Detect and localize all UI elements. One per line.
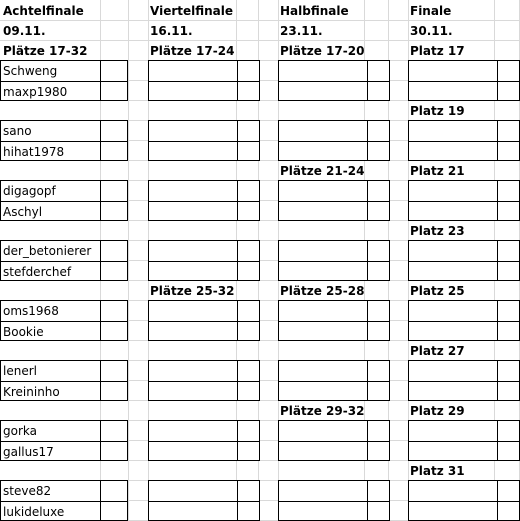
match-box-qf-8[interactable]	[148, 480, 260, 521]
score-cell[interactable]	[497, 361, 519, 381]
match-box-sf-3[interactable]	[278, 180, 390, 221]
player-name-cell[interactable]	[409, 322, 497, 341]
header-viertelfinale: Viertelfinale	[150, 4, 234, 18]
header-halbfinale: Halbfinale	[280, 4, 349, 18]
score-cell[interactable]	[100, 142, 127, 161]
score-cell[interactable]	[367, 202, 389, 221]
player-name-cell[interactable]: gallus17	[3, 445, 54, 459]
player-name-cell[interactable]	[149, 361, 237, 381]
player-name-cell[interactable]	[149, 121, 237, 141]
score-cell[interactable]	[100, 322, 127, 341]
score-cell[interactable]	[497, 382, 519, 401]
player-name-cell[interactable]: oms1968	[3, 304, 59, 318]
match-box-sf-5[interactable]	[278, 300, 390, 341]
score-cell[interactable]	[237, 382, 259, 401]
score-cell[interactable]	[237, 181, 259, 201]
match-box-sf-4[interactable]	[278, 240, 390, 281]
score-cell[interactable]	[497, 61, 519, 81]
score-cell[interactable]	[237, 442, 259, 461]
player-name-cell[interactable]	[149, 202, 237, 221]
score-cell[interactable]	[367, 121, 389, 141]
player-name-cell[interactable]	[409, 262, 497, 281]
match-box-sf-6[interactable]	[278, 360, 390, 401]
score-cell[interactable]	[100, 442, 127, 461]
score-cell[interactable]	[100, 481, 127, 501]
player-name-cell[interactable]: maxp1980	[3, 85, 68, 99]
player-name-cell[interactable]	[279, 202, 367, 221]
score-cell[interactable]	[100, 361, 127, 381]
score-cell[interactable]	[237, 262, 259, 281]
match-box-final-7[interactable]	[408, 420, 520, 461]
player-name-cell[interactable]	[149, 61, 237, 81]
player-name-cell[interactable]: steve82	[3, 484, 52, 498]
header-achtelfinale: Achtelfinale	[3, 4, 84, 18]
range-label-qf-17-24: Plätze 17-24	[150, 44, 235, 58]
match-box-final-3[interactable]	[408, 180, 520, 221]
player-name-cell[interactable]: hihat1978	[3, 145, 65, 159]
match-box-sf-8[interactable]	[278, 480, 390, 521]
player-name-cell[interactable]: Bookie	[3, 325, 44, 339]
score-cell[interactable]	[237, 202, 259, 221]
player-name-cell[interactable]: stefderchef	[3, 265, 72, 279]
score-cell[interactable]	[100, 61, 127, 81]
player-name-cell[interactable]	[409, 82, 497, 101]
score-cell[interactable]	[367, 241, 389, 261]
score-cell[interactable]	[100, 202, 127, 221]
score-cell[interactable]	[237, 322, 259, 341]
player-name-cell[interactable]	[149, 241, 237, 261]
player-name-cell[interactable]	[149, 262, 237, 281]
match-box-final-6[interactable]	[408, 360, 520, 401]
match-box-r16-3[interactable]	[0, 180, 128, 221]
range-label-platz-29: Platz 29	[410, 404, 465, 418]
player-name-cell[interactable]	[409, 361, 497, 381]
range-label-platz-31: Platz 31	[410, 464, 465, 478]
player-name-cell[interactable]: gorka	[3, 424, 37, 438]
player-name-cell[interactable]	[149, 481, 237, 501]
score-cell[interactable]	[100, 421, 127, 441]
match-box-qf-2[interactable]	[148, 120, 260, 161]
score-cell[interactable]	[367, 82, 389, 101]
player-name-cell[interactable]	[149, 82, 237, 101]
player-name-cell[interactable]: lukideluxe	[3, 505, 65, 519]
match-box-final-4[interactable]	[408, 240, 520, 281]
score-cell[interactable]	[367, 361, 389, 381]
score-cell[interactable]	[237, 502, 259, 521]
player-name-cell[interactable]	[149, 181, 237, 201]
range-label-platz-21: Platz 21	[410, 164, 465, 178]
score-cell[interactable]	[367, 502, 389, 521]
score-cell[interactable]	[367, 421, 389, 441]
score-cell[interactable]	[367, 142, 389, 161]
date-halbfinale: 23.11.	[280, 24, 323, 38]
player-name-cell[interactable]	[409, 61, 497, 81]
score-cell[interactable]	[497, 502, 519, 521]
score-cell[interactable]	[367, 481, 389, 501]
match-box-sf-7[interactable]	[278, 420, 390, 461]
score-cell[interactable]	[367, 382, 389, 401]
score-cell[interactable]	[100, 382, 127, 401]
player-name-cell[interactable]	[409, 121, 497, 141]
score-cell[interactable]	[100, 262, 127, 281]
date-achtelfinale: 09.11.	[3, 24, 46, 38]
score-cell[interactable]	[497, 442, 519, 461]
match-box-r16-6[interactable]	[0, 360, 128, 401]
match-box-final-1[interactable]	[408, 60, 520, 101]
match-box-r16-5[interactable]	[0, 300, 128, 341]
score-cell[interactable]	[497, 241, 519, 261]
match-box-qf-4[interactable]	[148, 240, 260, 281]
score-cell[interactable]	[367, 262, 389, 281]
player-name-cell[interactable]: Kreininho	[3, 385, 60, 399]
player-name-cell[interactable]	[279, 82, 367, 101]
match-box-r16-4[interactable]	[0, 240, 128, 281]
range-label-sf-21-24: Plätze 21-24	[280, 164, 365, 178]
player-name-cell[interactable]: sano	[3, 124, 32, 138]
score-cell[interactable]	[497, 142, 519, 161]
player-name-cell[interactable]	[279, 481, 367, 501]
player-name-cell[interactable]	[279, 181, 367, 201]
player-name-cell[interactable]	[149, 142, 237, 161]
match-box-qf-5[interactable]	[148, 300, 260, 341]
range-label-r16: Plätze 17-32	[3, 44, 88, 58]
player-name-cell[interactable]	[149, 382, 237, 401]
player-name-cell[interactable]	[149, 322, 237, 341]
score-cell[interactable]	[367, 181, 389, 201]
player-name-cell[interactable]	[409, 241, 497, 261]
player-name-cell[interactable]	[409, 481, 497, 501]
player-name-cell[interactable]	[409, 142, 497, 161]
range-label-platz-19: Platz 19	[410, 104, 465, 118]
score-cell[interactable]	[367, 322, 389, 341]
range-label-qf-25-32: Plätze 25-32	[150, 284, 235, 298]
score-cell[interactable]	[367, 301, 389, 321]
score-cell[interactable]	[100, 82, 127, 101]
range-label-platz-23: Platz 23	[410, 224, 465, 238]
score-cell[interactable]	[367, 442, 389, 461]
match-box-qf-7[interactable]	[148, 420, 260, 461]
match-box-qf-1[interactable]	[148, 60, 260, 101]
player-name-cell[interactable]	[279, 262, 367, 281]
match-box-qf-3[interactable]	[148, 180, 260, 221]
score-cell[interactable]	[497, 421, 519, 441]
match-box-r16-1[interactable]	[0, 60, 128, 101]
player-name-cell[interactable]	[149, 421, 237, 441]
header-finale: Finale	[410, 4, 452, 18]
score-cell[interactable]	[237, 241, 259, 261]
match-box-final-8[interactable]	[408, 480, 520, 521]
player-name-cell[interactable]	[409, 442, 497, 461]
score-cell[interactable]	[497, 481, 519, 501]
score-cell[interactable]	[237, 481, 259, 501]
player-name-cell[interactable]: lenerl	[3, 364, 37, 378]
score-cell[interactable]	[237, 82, 259, 101]
player-name-cell[interactable]	[409, 202, 497, 221]
score-cell[interactable]	[497, 262, 519, 281]
player-name-cell[interactable]	[149, 301, 237, 321]
match-box-r16-7[interactable]	[0, 420, 128, 461]
player-name-cell[interactable]: digagopf	[3, 184, 56, 198]
player-name-cell[interactable]	[279, 61, 367, 81]
score-cell[interactable]	[237, 121, 259, 141]
player-name-cell[interactable]	[279, 442, 367, 461]
range-label-platz-17: Platz 17	[410, 44, 465, 58]
range-label-sf-25-28: Plätze 25-28	[280, 284, 365, 298]
score-cell[interactable]	[497, 202, 519, 221]
player-name-cell[interactable]	[409, 181, 497, 201]
score-cell[interactable]	[367, 61, 389, 81]
score-cell[interactable]	[100, 181, 127, 201]
match-box-final-5[interactable]	[408, 300, 520, 341]
score-cell[interactable]	[237, 421, 259, 441]
player-name-cell[interactable]	[409, 502, 497, 521]
player-name-cell[interactable]	[409, 301, 497, 321]
player-name-cell[interactable]	[279, 322, 367, 341]
range-label-platz-25: Platz 25	[410, 284, 465, 298]
player-name-cell[interactable]	[279, 121, 367, 141]
match-box-qf-6[interactable]	[148, 360, 260, 401]
score-cell[interactable]	[237, 142, 259, 161]
score-cell[interactable]	[497, 181, 519, 201]
match-box-sf-2[interactable]	[278, 120, 390, 161]
player-name-cell[interactable]: Aschyl	[3, 205, 43, 219]
score-cell[interactable]	[100, 241, 127, 261]
match-box-sf-1[interactable]	[278, 60, 390, 101]
player-name-cell[interactable]	[409, 382, 497, 401]
date-viertelfinale: 16.11.	[150, 24, 193, 38]
score-cell[interactable]	[100, 121, 127, 141]
range-label-sf-29-32: Plätze 29-32	[280, 404, 365, 418]
player-name-cell[interactable]	[279, 241, 367, 261]
score-cell[interactable]	[497, 301, 519, 321]
player-name-cell[interactable]	[149, 502, 237, 521]
match-box-r16-8[interactable]	[0, 480, 128, 521]
score-cell[interactable]	[497, 82, 519, 101]
range-label-platz-27: Platz 27	[410, 344, 465, 358]
player-name-cell[interactable]: der_betonierer	[3, 244, 92, 258]
player-name-cell[interactable]: Schweng	[3, 64, 58, 78]
score-cell[interactable]	[100, 502, 127, 521]
player-name-cell[interactable]	[279, 361, 367, 381]
score-cell[interactable]	[100, 301, 127, 321]
player-name-cell[interactable]	[279, 421, 367, 441]
score-cell[interactable]	[237, 301, 259, 321]
date-finale: 30.11.	[410, 24, 453, 38]
player-name-cell[interactable]	[149, 442, 237, 461]
player-name-cell[interactable]	[279, 382, 367, 401]
player-name-cell[interactable]	[279, 142, 367, 161]
match-box-r16-2[interactable]	[0, 120, 128, 161]
score-cell[interactable]	[237, 61, 259, 81]
range-label-sf-17-20: Plätze 17-20	[280, 44, 365, 58]
player-name-cell[interactable]	[279, 502, 367, 521]
player-name-cell[interactable]	[279, 301, 367, 321]
score-cell[interactable]	[497, 322, 519, 341]
match-box-final-2[interactable]	[408, 120, 520, 161]
player-name-cell[interactable]	[409, 421, 497, 441]
score-cell[interactable]	[237, 361, 259, 381]
score-cell[interactable]	[497, 121, 519, 141]
